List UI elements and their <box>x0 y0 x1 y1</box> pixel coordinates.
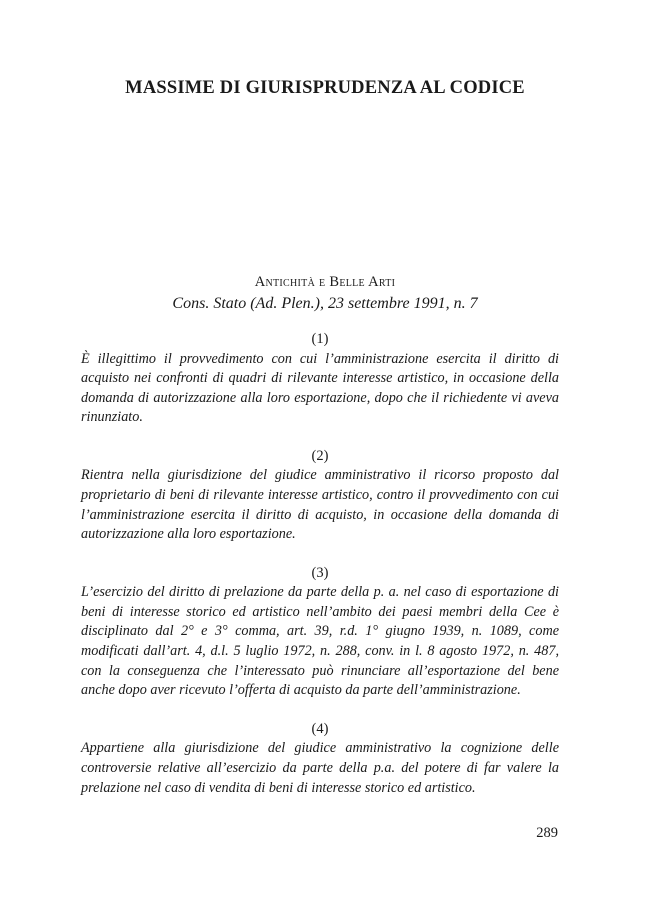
maxim-text: È illegittimo il provvedimento con cui l’amministrazione esercita il diritto di acquisto nei confronti di quadri di rilevante interesse artistico, in occasione della domanda di autorizzazione alla loro esportazione, dopo che il richiedente vi aveva rinunziato. <box>81 350 559 426</box>
maxim-number: (2) <box>311 447 329 464</box>
maxim-3 <box>81 564 559 701</box>
maxim-number: (3) <box>311 564 329 581</box>
case-citation: Cons. Stato (Ad. Plen.), 23 settembre 1991, n. 7 <box>172 295 478 312</box>
maxim-number: (1) <box>311 331 329 347</box>
maxim-number: (4) <box>311 720 329 737</box>
running-head: MASSIME DI GIURISPRUDENZA AL CODICE <box>125 78 525 98</box>
maxim-text: Rientra nella giurisdizione del giudice amministrativo il ricorso proposto dal proprietario di beni di rilevante interesse artistico, contro il provvedimento con cui l’amministrazione esercita il diritto di acquisto, in occasione della domanda di autorizzazione alla loro esportazione. <box>81 467 559 543</box>
maxim-2 <box>81 447 559 545</box>
section-title: Antichità e Belle Arti <box>254 274 396 290</box>
maxim-text: L’esercizio del diritto di prelazione da parte della p. a. nel caso di esportazione di beni di interesse storico ed artistico nell’ambito dei paesi membri della Cee è disciplinato dal 2° e 3° comma, art. 39, r.d. 1° giugno 1939, n. 1089, come modificati dall’art. 4, d.l. 5 luglio 1972, n. 288, conv. in l. 8 agosto 1972, n. 487, con la conseguenza che l’interessato può rinunciare all’esportazione del bene anche dopo aver ricevuto l’offerta di acquisto da parte dell’amministrazione. <box>81 584 559 699</box>
maxims-list <box>81 330 559 817</box>
maxim-1 <box>81 330 559 428</box>
section-heading <box>0 272 650 316</box>
page-number: 289 <box>536 825 558 841</box>
maxim-4 <box>81 720 559 798</box>
maxim-text: Appartiene alla giurisdizione del giudice amministrativo la cognizione delle controversie relative all’esercizio da parte della p.a. del potere di far valere la prelazione nel caso di vendita di beni di interesse storico ed artistico. <box>81 740 559 796</box>
